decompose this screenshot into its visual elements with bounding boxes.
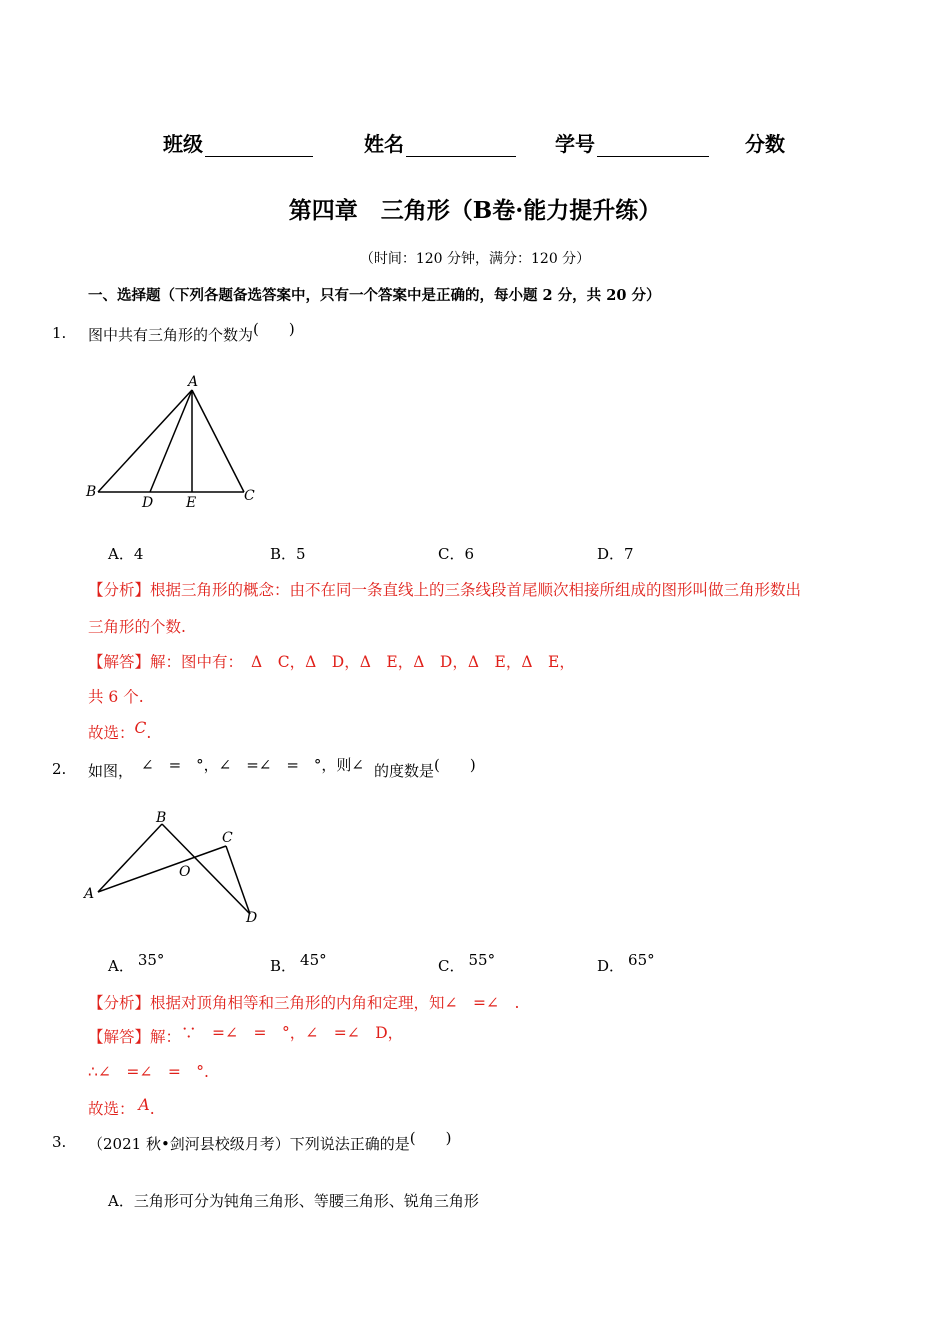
option-a-value: 35°: [137, 951, 165, 969]
id-label: 学号: [555, 132, 595, 156]
question-text-b: ∠ = °，∠ =∠ = °，则∠: [141, 756, 364, 774]
point-label-b: B: [86, 484, 97, 500]
name-field: [364, 128, 516, 157]
option-b-prefix: B．: [270, 957, 297, 975]
analysis-text: 根据三角形的概念：由不在同一条直线上的三条线段首尾顺次相接所组成的图形叫做三角形数出: [150, 581, 802, 599]
answer-prefix: 解：: [150, 1028, 182, 1046]
point-label-d: D: [142, 495, 154, 510]
segment-ac: [192, 390, 244, 492]
point-label-d: D: [246, 910, 258, 926]
option-a-prefix: A．: [108, 957, 134, 975]
option-a-2[interactable]: [108, 951, 165, 976]
point-label-a: A: [188, 374, 199, 390]
option-c-value: 55°: [468, 951, 496, 969]
question-number: 1.: [52, 324, 67, 342]
answer-tag: 【解答】: [88, 1028, 151, 1046]
time-note: （时间：120 分钟，满分：120 分）: [359, 251, 591, 267]
answer-paren-2: ( ): [434, 756, 476, 774]
question-stem-2: [88, 756, 476, 781]
id-blank[interactable]: [597, 136, 709, 157]
angle-figure: [80, 806, 270, 934]
option-a-3[interactable]: A．三角形可分为钝角三角形、等腰三角形、锐角三角形: [108, 1192, 479, 1210]
segment-ab: [98, 824, 162, 892]
class-field: [163, 128, 313, 157]
class-label: 班级: [163, 132, 203, 156]
class-blank[interactable]: [205, 136, 313, 157]
id-field: [555, 128, 709, 157]
answer-step-2: ∴∠ =∠ = °.: [88, 1063, 209, 1081]
analysis-line-2: 三角形的个数.: [88, 618, 186, 636]
analysis-tag: 【分析】: [88, 994, 151, 1012]
segment-ab: [98, 390, 192, 492]
point-label-a: A: [84, 886, 95, 902]
option-c-prefix: C．: [438, 957, 465, 975]
point-label-c: C: [222, 830, 233, 846]
analysis-line: [88, 578, 801, 600]
analysis-line-q2: [88, 991, 519, 1013]
option-a[interactable]: A．4: [108, 545, 144, 563]
name-blank[interactable]: [406, 136, 516, 157]
point-label-c: C: [244, 488, 255, 504]
segment-ad: [150, 390, 192, 492]
option-c-2[interactable]: [438, 951, 496, 976]
answer-count: 共 6 个.: [88, 688, 144, 706]
question-stem-3: [88, 1129, 452, 1154]
option-d-2[interactable]: [597, 951, 655, 976]
answer-prefix: 解：图中有：: [150, 653, 244, 671]
point-label-o: O: [179, 864, 191, 880]
analysis-text: 根据对顶角相等和三角形的内角和定理，知∠ =∠ .: [150, 994, 520, 1012]
choice-value: C: [134, 719, 147, 737]
answer-paren-3: ( ): [409, 1129, 452, 1147]
option-b[interactable]: B．5: [270, 545, 306, 563]
answer-line-q2: [88, 1025, 403, 1047]
choice-prefix: 故选：: [88, 724, 135, 742]
choice-line-q2: [88, 1097, 155, 1119]
answer-tag: 【解答】: [88, 653, 151, 671]
question-text: （2021 秋•剑河县校级月考）下列说法正确的是: [88, 1135, 410, 1153]
question-text-a: 如图，: [88, 762, 134, 780]
option-d-value: 65°: [628, 951, 655, 969]
question-number-3: 3.: [52, 1133, 67, 1151]
choice-end: .: [146, 724, 152, 742]
choice-prefix: 故选：: [88, 1100, 135, 1118]
section-heading: 一、选择题（下列各题备选答案中，只有一个答案中是正确的，每小题 2 分，共 20 分）: [88, 287, 661, 304]
score-label: 分数: [745, 132, 785, 156]
answer-triangles: Δ C，Δ D，Δ E，Δ D，Δ E，Δ E，: [251, 653, 575, 671]
triangle-figure: [84, 370, 264, 510]
answer-paren: ( ): [253, 320, 295, 338]
score-field: [745, 128, 785, 157]
option-b-2[interactable]: [270, 951, 327, 976]
option-d[interactable]: D．7: [597, 545, 634, 563]
segment-bd: [162, 824, 250, 914]
name-label: 姓名: [364, 132, 404, 156]
segment-cd: [226, 846, 250, 914]
answer-line: [88, 650, 575, 672]
choice-line: [88, 721, 151, 743]
question-stem: [88, 320, 295, 345]
option-c[interactable]: C．6: [438, 545, 475, 563]
option-d-prefix: D．: [597, 957, 625, 975]
question-number-2: 2.: [52, 760, 67, 778]
answer-step-1: ∵ =∠ = °，∠ =∠ D，: [181, 1024, 404, 1042]
choice-value: A: [138, 1096, 150, 1114]
point-label-e: E: [186, 495, 197, 510]
analysis-tag: 【分析】: [88, 581, 151, 599]
question-text-c: 的度数是: [374, 762, 435, 780]
question-text: 图中共有三角形的个数为: [88, 326, 254, 344]
option-b-value: 45°: [300, 951, 327, 969]
page-title: 第四章 三角形（B卷·能力提升练）: [288, 197, 662, 224]
choice-end: .: [149, 1100, 155, 1118]
point-label-b: B: [156, 810, 167, 826]
